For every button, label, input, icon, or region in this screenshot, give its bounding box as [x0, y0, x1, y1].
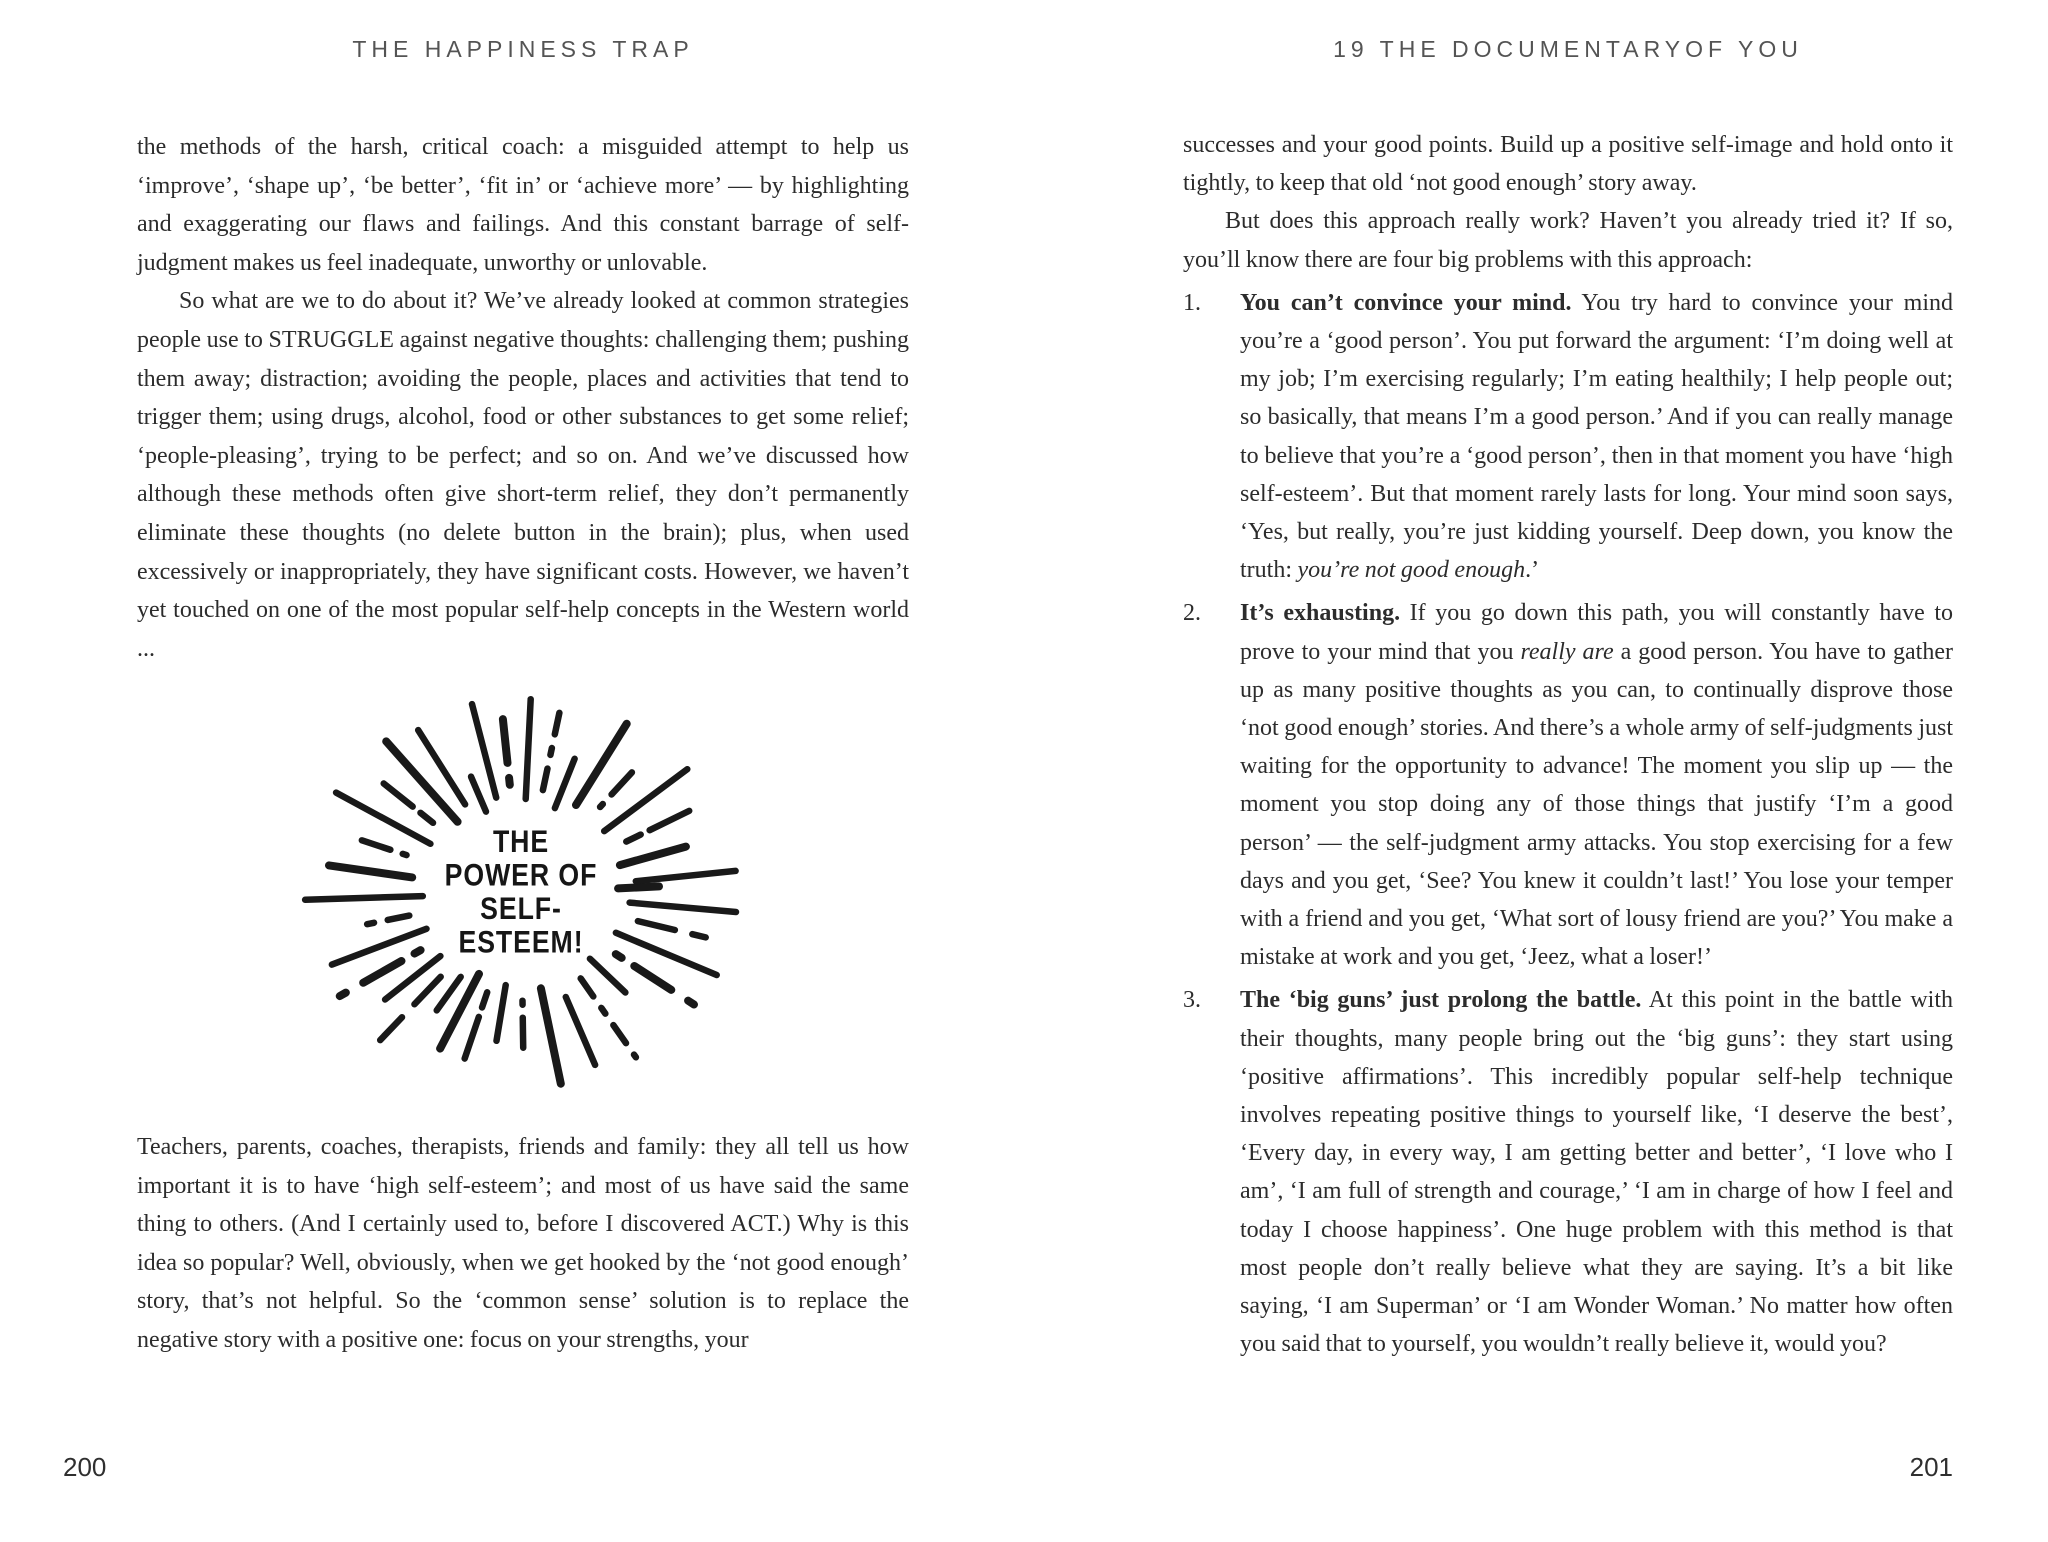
text-run: But does this approach really work? Haven’t you already tried it? If so, you’ll know there are four big problems with this approach: — [1183, 208, 1953, 273]
numbered-list-item — [1183, 594, 1953, 976]
text-run: It’s exhausting. — [1240, 600, 1401, 627]
list-item-text — [1240, 594, 1953, 976]
left-page-text-top — [137, 128, 909, 668]
right-page-intro — [1183, 126, 1953, 279]
burst-caption-line: SELF- — [480, 891, 562, 927]
text-run: The ‘big guns’ just prolong the battle. — [1240, 987, 1642, 1014]
list-item-number: 2. — [1183, 600, 1201, 627]
text-run: successes and your good points. Build up a positive self-image and hold onto it tightly, to keep that old ‘not good enough’ story away. — [1183, 132, 1953, 197]
paragraph — [137, 282, 909, 668]
burst-caption-line: POWER OF — [444, 858, 598, 893]
text-run: At this point in the battle with their thoughts, many people bring out the ‘big guns’: they start using ‘positive affirmations’. This incredibly popular self-help technique involves repeating positive things to yourself like, ‘I deserve the best’, ‘Every day, in every way, I am getting better and better’, ‘I love who I am’, ‘I am full of strength and courage,’ ‘I am in charge of how I feel and today I choose happiness’. One huge problem with this method is that most people don’t really believe what they are saying. It’s a bit like saying, ‘I am Superman’ or ‘I am Wonder Woman.’ No matter how often you said that to yourself, you wouldn’t really believe it, would you? — [1240, 987, 1953, 1358]
self-esteem-sunburst-illustration — [295, 688, 747, 1098]
burst-caption-line: ESTEEM! — [458, 925, 584, 960]
text-run: really are — [1520, 638, 1614, 665]
right-running-head: 19 THE DOCUMENTARYOF YOU — [1333, 36, 1803, 62]
text-run: Teachers, parents, coaches, therapists, friends and family: they all tell us how important it is to have ‘high self-esteem’; and most of us have said the same thing to others. (And I certainly used to, before I discovered ACT.) Why is this idea so popular? Well, obviously, when we get hooked by the ‘not good enough’ story, that’s not helpful. So the ‘common sense’ solution is to replace the negative story with a positive one: focus on your strengths, your — [137, 1134, 909, 1353]
text-run: .’ — [1525, 557, 1540, 584]
left-page-text-bottom — [137, 1128, 909, 1360]
list-item-number: 3. — [1183, 987, 1201, 1014]
text-run: you’re not good enough — [1297, 557, 1526, 584]
numbered-list — [1183, 284, 1953, 1364]
burst-caption-line: THE — [492, 824, 550, 860]
numbered-list-item — [1183, 284, 1953, 590]
list-item-number: 1. — [1183, 289, 1201, 316]
text-run: the methods of the harsh, critical coach: a misguided attempt to help us ‘improve’, ‘shape up’, ‘be better’, ‘fit in’ or ‘achieve more’ — by highlighting and exaggerating our flaws and failings. And this constant barrage of self-judgment makes us feel inadequate, unworthy or unlovable. — [137, 134, 909, 276]
paragraph — [1183, 202, 1953, 278]
paragraph — [1183, 126, 1953, 202]
text-run: You try hard to convince your mind you’re a ‘good person’. You put forward the argument: ‘I’m doing well at my job; I’m exercising regularly; I’m eating healthily; I help people out; so basically, that means I’m a good person.’ And if you can really manage to believe that you’re a ‘good person’, then in that moment you have ‘high self-esteem’. But that moment rarely lasts for long. Your mind soon says, ‘Yes, but really, you’re just kidding yourself. Deep down, you know the truth: — [1240, 289, 1954, 584]
burst-caption — [313, 672, 729, 1115]
text-run: You can’t convince your mind. — [1240, 289, 1572, 316]
text-run: If you go down this path, you will constantly have to prove to your mind that you — [1240, 600, 1953, 665]
right-page-text — [1183, 126, 1953, 1364]
text-run: a good person. You have to gather up as many positive thoughts as you can, to continually disprove those ‘not good enough’ stories. And there’s a whole army of self-judgments just waiting for the opportunity to advance! The moment you slip up — the moment you stop doing any of those things that justify ‘I’m a good person’ — the self-judgment army attacks. You stop exercising for a few days and you get, ‘See? You knew it couldn’t last!’ You lose your temper with a friend and you get, ‘What sort of lousy friend are you?’ You make a mistake at work and you get, ‘Jeez, what a loser!’ — [1240, 638, 1953, 971]
right-page-number: 201 — [1909, 1452, 1953, 1482]
text-run: So what are we to do about it? We’ve already looked at common strategies people use to STRUGGLE against negative thoughts: challenging them; pushing them away; distraction; avoiding the people, places and activities that tend to trigger them; using drugs, alcohol, food or other substances to get some relief; ‘people-pleasing’, trying to be perfect; and so on. And we’ve discussed how although these methods often give short-term relief, they don’t permanently eliminate these thoughts (no delete button in the brain); plus, when used excessively or inappropriately, they have significant costs. However, we haven’t yet touched on one of the most popular self-help concepts in the Western world ... — [137, 288, 909, 662]
left-running-head: THE HAPPINESS TRAP — [352, 36, 694, 62]
paragraph — [137, 1128, 909, 1360]
list-item-text — [1240, 981, 1953, 1363]
left-page-number: 200 — [63, 1452, 107, 1482]
paragraph — [137, 128, 909, 282]
numbered-list-item — [1183, 981, 1953, 1363]
list-item-text — [1240, 284, 1953, 590]
